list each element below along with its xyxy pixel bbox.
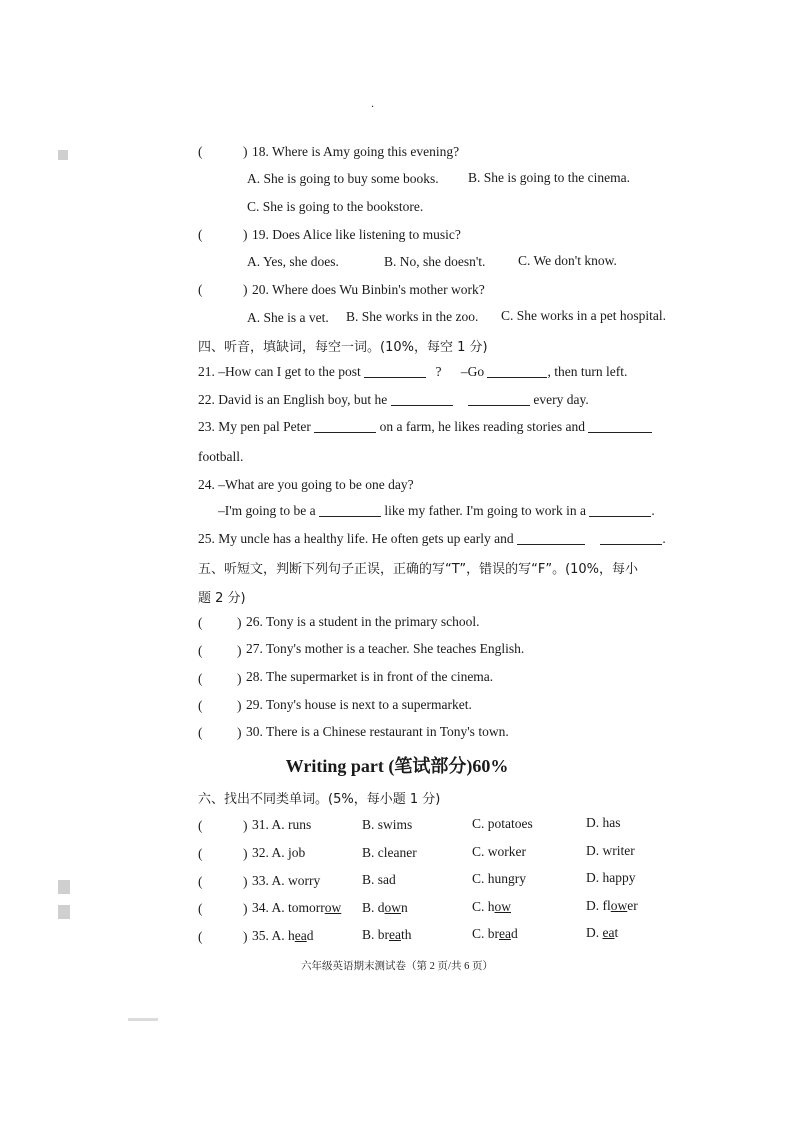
- option-text: B. d: [362, 900, 385, 915]
- answer-paren-open: (: [198, 901, 203, 916]
- answer-paren-open: (: [198, 725, 203, 740]
- option-a: A. Yes, she does.: [247, 254, 339, 269]
- option-a: [252, 928, 314, 944]
- answer-paren-close: ): [237, 671, 242, 686]
- underlined-letters: ea: [499, 926, 511, 941]
- underlined-letters: ow: [610, 898, 628, 913]
- option-text: th: [400, 927, 412, 942]
- answer-paren-close: ): [243, 929, 248, 944]
- option-text: er: [627, 898, 638, 913]
- option-a: 31. A. runs: [252, 817, 312, 832]
- question-text: football.: [198, 449, 244, 464]
- option-d: [586, 925, 618, 941]
- answer-paren-close: ): [243, 227, 248, 242]
- answer-blank[interactable]: [364, 365, 426, 378]
- answer-paren-open: (: [198, 282, 203, 297]
- answer-paren-close: ): [243, 874, 248, 889]
- question-text: on a farm, he likes reading stories and: [379, 419, 586, 434]
- option-text: d: [510, 926, 518, 941]
- answer-paren-open: (: [198, 818, 203, 833]
- section-heading: 五、听短文，判断下列句子正误，正确的写“T”，错误的写“F”。(10%，每小: [198, 562, 639, 577]
- option-a: A. She is a vet.: [247, 310, 329, 325]
- option-a: 33. A. worry: [252, 873, 321, 888]
- answer-blank[interactable]: [319, 504, 381, 517]
- answer-paren-close: ): [243, 846, 248, 861]
- option-d: D. happy: [586, 870, 636, 885]
- question-text: 21. –How can I get to the post: [198, 364, 361, 379]
- question-text: 23. My pen pal Peter: [198, 419, 311, 434]
- answer-paren-close: ): [243, 901, 248, 916]
- option-text: C. h: [472, 899, 495, 914]
- question-stem: 19. Does Alice like listening to music?: [252, 227, 461, 242]
- option-d: D. writer: [586, 843, 635, 858]
- option-c: C. potatoes: [472, 816, 533, 831]
- question-stem: 20. Where does Wu Binbin's mother work?: [252, 282, 485, 297]
- option-c: C. worker: [472, 844, 526, 859]
- scan-mark: [58, 150, 68, 160]
- answer-blank[interactable]: [589, 504, 651, 517]
- page-footer: 六年级英语期末测试卷（第 2 页/共 6 页）: [301, 961, 493, 972]
- answer-blank[interactable]: [468, 393, 530, 406]
- scan-mark: [58, 905, 70, 919]
- answer-blank[interactable]: [600, 532, 662, 545]
- option-text: 34. A. tomorr: [252, 900, 325, 915]
- underlined-letters: ow: [324, 900, 342, 915]
- question-text: 25. My uncle has a healthy life. He often gets up early and: [198, 531, 514, 546]
- option-c: [472, 899, 511, 915]
- option-text: 35. A. h: [252, 928, 295, 943]
- option-b: B. She is going to the cinema.: [468, 170, 630, 185]
- answer-paren-open: (: [198, 671, 203, 686]
- answer-paren-open: (: [198, 846, 203, 861]
- fill-question-25: [198, 531, 666, 547]
- option-b: B. She works in the zoo.: [346, 309, 479, 324]
- fill-question-23: [198, 419, 652, 435]
- option-text: n: [401, 900, 408, 915]
- option-c: [472, 926, 518, 942]
- section-heading: 四、听音，填缺词，每空一词。(10%，每空 1 分): [198, 340, 488, 355]
- question-text: like my father. I'm going to work in a: [384, 503, 586, 518]
- answer-paren-open: (: [198, 874, 203, 889]
- option-a: 32. A. job: [252, 845, 306, 860]
- underlined-letters: ea: [602, 925, 615, 940]
- answer-paren-open: (: [198, 227, 203, 242]
- scan-mark: [58, 880, 70, 894]
- tf-statement: 27. Tony's mother is a teacher. She teaches English.: [246, 641, 525, 656]
- answer-blank[interactable]: [588, 420, 652, 433]
- option-b: B. cleaner: [362, 845, 417, 860]
- underlined-letters: ow: [384, 900, 402, 915]
- question-text: –I'm going to be a: [218, 503, 316, 518]
- answer-paren-close: ): [237, 643, 242, 658]
- section-heading: 题 2 分): [198, 591, 246, 606]
- option-text: C. br: [472, 926, 499, 941]
- question-text: 24. –What are you going to be one day?: [198, 477, 414, 492]
- question-text: .: [651, 503, 655, 518]
- answer-paren-close: ): [237, 725, 242, 740]
- option-b: [362, 927, 412, 943]
- option-b: B. sad: [362, 872, 396, 887]
- answer-paren-open: (: [198, 643, 203, 658]
- underlined-letters: ea: [294, 928, 307, 943]
- fill-question-22: [198, 392, 589, 408]
- question-text: every day.: [533, 392, 589, 407]
- underlined-letters: ea: [389, 927, 401, 942]
- option-a: [252, 900, 341, 916]
- option-c: C. She is going to the bookstore.: [247, 199, 424, 214]
- question-text: , then turn left.: [547, 364, 628, 379]
- question-stem: 18. Where is Amy going this evening?: [252, 144, 460, 159]
- answer-paren-close: ): [243, 144, 248, 159]
- question-text: 22. David is an English boy, but he: [198, 392, 388, 407]
- page-mark: .: [371, 96, 374, 110]
- answer-paren-close: ): [243, 282, 248, 297]
- tf-statement: 28. The supermarket is in front of the cinema.: [246, 669, 494, 684]
- fill-question-24: [218, 503, 655, 519]
- section-heading: 六、找出不同类单词。(5%，每小题 1 分): [198, 792, 441, 807]
- underlined-letters: ow: [494, 899, 512, 914]
- option-text: D. fl: [586, 898, 611, 913]
- answer-blank[interactable]: [391, 393, 453, 406]
- question-text: –Go: [460, 364, 485, 379]
- option-a: A. She is going to buy some books.: [247, 171, 439, 186]
- option-c: C. She works in a pet hospital.: [501, 308, 666, 323]
- option-text: D.: [586, 925, 603, 940]
- answer-paren-open: (: [198, 615, 203, 630]
- writing-part-heading: Writing part (笔试部分)60%: [285, 756, 509, 776]
- answer-paren-close: ): [237, 615, 242, 630]
- question-text: .: [662, 531, 666, 546]
- option-text: B. br: [362, 927, 389, 942]
- answer-blank[interactable]: [517, 532, 585, 545]
- answer-paren-open: (: [198, 144, 203, 159]
- option-b: [362, 900, 408, 916]
- option-b: B. No, she doesn't.: [384, 254, 486, 269]
- option-text: d: [306, 928, 314, 943]
- answer-paren-close: ): [237, 698, 242, 713]
- option-text: t: [614, 925, 619, 940]
- option-c: C. hungry: [472, 871, 526, 886]
- option-d: D. has: [586, 815, 621, 830]
- tf-statement: 29. Tony's house is next to a supermarket.: [246, 697, 472, 712]
- answer-blank[interactable]: [487, 365, 547, 378]
- option-d: [586, 898, 638, 914]
- tf-statement: 30. There is a Chinese restaurant in Tony's town.: [246, 724, 509, 739]
- question-text: ?: [435, 364, 442, 379]
- scan-mark: [128, 1018, 158, 1021]
- fill-question-21: [198, 364, 627, 380]
- answer-paren-open: (: [198, 698, 203, 713]
- option-b: B. swims: [362, 817, 413, 832]
- answer-blank[interactable]: [314, 420, 376, 433]
- answer-paren-open: (: [198, 929, 203, 944]
- answer-paren-close: ): [243, 818, 248, 833]
- option-c: C. We don't know.: [518, 253, 617, 268]
- tf-statement: 26. Tony is a student in the primary school.: [246, 614, 480, 629]
